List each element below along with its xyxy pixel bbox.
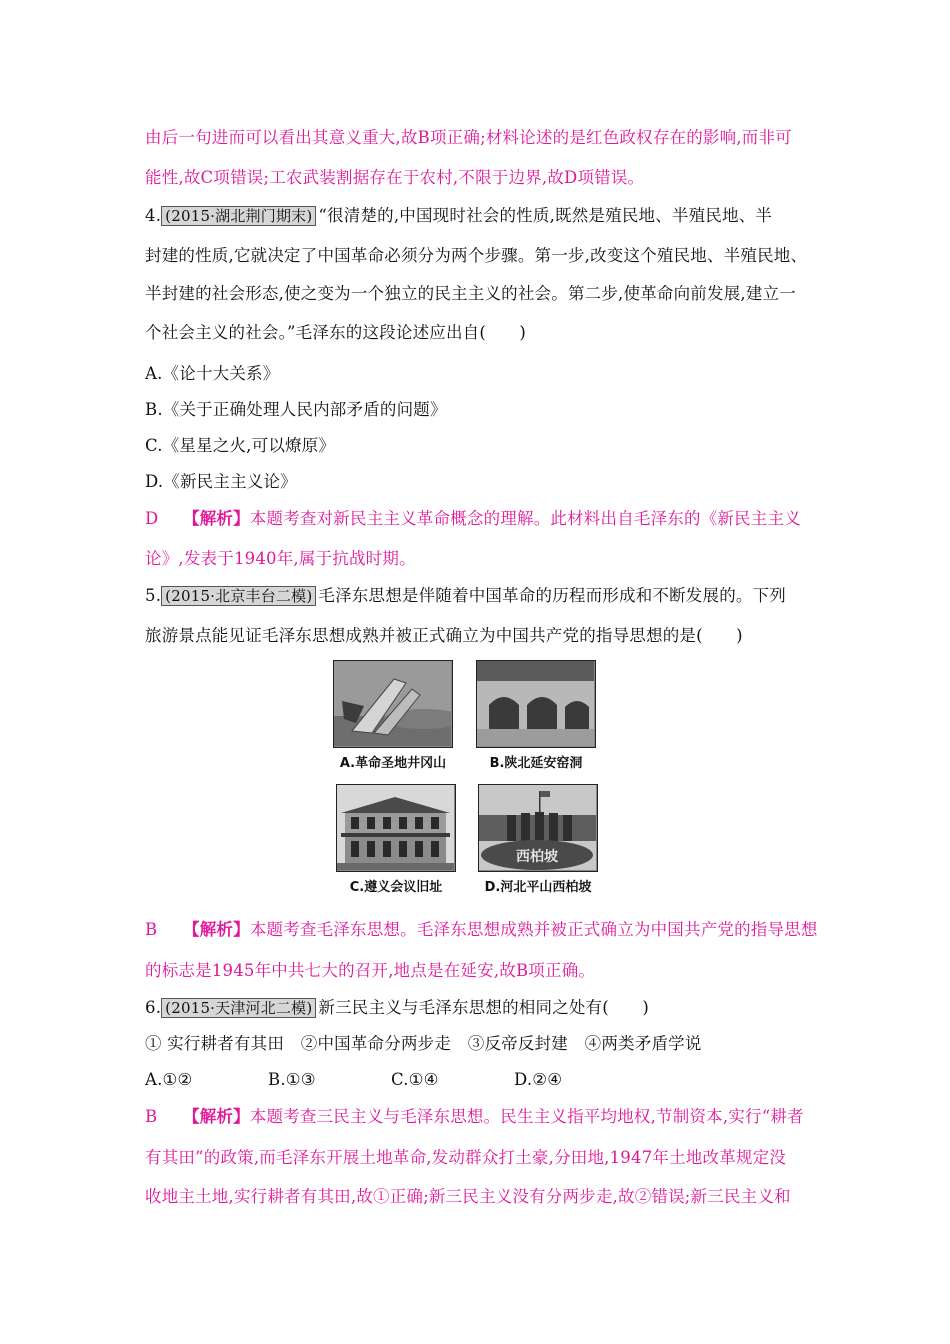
q6-options (145, 1069, 815, 1091)
monument-photo (333, 660, 453, 748)
q6-analysis-line-3: 收地主土地,实行耕者有其田,故①正确;新三民主义没有分两步走,故②错误;新三民主义和 (145, 1187, 791, 1206)
q4-analysis-line-1 (145, 508, 815, 530)
figure-d-caption: D.河北平山西柏坡 (484, 880, 592, 895)
prev-analysis-line-2: 能性,故C项错误;工农武装割据存在于农村,不限于边界,故D项错误。 (145, 168, 645, 187)
q5-stem-line-1 (145, 585, 815, 607)
q5-source-tag: (2015·北京丰台二模) (161, 586, 316, 606)
q6-option-c: C.①④ (391, 1070, 439, 1089)
q4-option-d: D.《新民主主义论》 (145, 472, 297, 491)
q6-items: ① 实行耕者有其田 ②中国革命分两步走 ③反帝反封建 ④两类矛盾学说 (145, 1034, 702, 1053)
building-photo (336, 784, 456, 872)
q4-analysis-line-2: 论》,发表于1940年,属于抗战时期。 (145, 549, 416, 568)
q5-analysis-text-1: 本题考查毛泽东思想。毛泽东思想成熟并被正式确立为中国共产党的指导思想 (249, 920, 818, 939)
q4-stem-line-3: 半封建的社会形态,使之变为一个独立的民主主义的社会。第二步,使革命向前发展,建立一 (145, 284, 796, 303)
q5-number: 5. (145, 586, 162, 605)
q4-analysis-label: 【解析】 (183, 509, 250, 528)
statues-photo (478, 784, 598, 872)
q6-number: 6. (145, 998, 162, 1017)
q4-stem-text-1: “很清楚的,中国现时社会的性质,既然是殖民地、半殖民地、半 (318, 206, 773, 225)
q4-number: 4. (145, 206, 162, 225)
q5-answer: B (145, 920, 158, 939)
q5-stem-text-1: 毛泽东思想是伴随着中国革命的历程而形成和不断发展的。下列 (318, 586, 787, 605)
photo-sign-text: 西柏坡 (516, 849, 558, 865)
q6-stem-line-1 (145, 997, 815, 1019)
q6-option-a: A.①② (145, 1070, 193, 1089)
q4-analysis-text-1: 本题考查对新民主主义革命概念的理解。此材料出自毛泽东的《新民主主义 (249, 509, 801, 528)
q6-stem-text-1: 新三民主义与毛泽东思想的相同之处有( ) (318, 998, 649, 1017)
q6-answer: B (145, 1107, 158, 1126)
q4-option-b: B.《关于正确处理人民内部矛盾的问题》 (145, 400, 447, 419)
figure-c (336, 784, 456, 895)
q6-analysis-line-2: 有其田”的政策,而毛泽东开展土地革命,发动群众打土豪,分田地,1947年土地改革规定没 (145, 1148, 787, 1167)
q6-analysis-label: 【解析】 (183, 1107, 250, 1126)
prev-analysis-line-1: 由后一句进而可以看出其意义重大,故B项正确;材料论述的是红色政权存在的影响,而非可 (145, 128, 792, 147)
cave-dwelling-photo (476, 660, 596, 748)
q6-analysis-text-1: 本题考查三民主义与毛泽东思想。民生主义指平均地权,节制资本,实行“耕者 (249, 1107, 804, 1126)
q4-stem-line-2: 封建的性质,它就决定了中国革命必须分为两个步骤。第一步,改变这个殖民地、半殖民地、 (145, 246, 808, 265)
figure-b-caption: B.陕北延安窑洞 (489, 756, 583, 771)
q5-analysis-line-1 (145, 919, 818, 941)
q6-option-b: B.①③ (268, 1070, 316, 1089)
q5-analysis-label: 【解析】 (183, 920, 250, 939)
q5-analysis-line-2: 的标志是1945年中共七大的召开,地点是在延安,故B项正确。 (145, 961, 596, 980)
q6-analysis-line-1 (145, 1106, 815, 1128)
figure-b (476, 660, 596, 771)
q6-source-tag: (2015·天津河北二模) (161, 998, 316, 1018)
q5-stem-line-2: 旅游景点能见证毛泽东思想成熟并被正式确立为中国共产党的指导思想的是( ) (145, 626, 743, 645)
figure-c-caption: C.遵义会议旧址 (349, 880, 443, 895)
q4-source-tag: (2015·湖北荆门期末) (161, 206, 316, 226)
q4-stem-line-4: 个社会主义的社会。”毛泽东的这段论述应出自( ) (145, 323, 527, 342)
figure-d (478, 784, 598, 895)
q4-option-a: A.《论十大关系》 (145, 364, 280, 383)
q4-answer: D (145, 509, 159, 528)
figure-a-caption: A.革命圣地井冈山 (339, 756, 447, 771)
figure-a (333, 660, 453, 771)
q4-option-c: C.《星星之火,可以燎原》 (145, 436, 336, 455)
q6-option-d: D.②④ (514, 1070, 563, 1089)
q4-stem-line-1 (145, 205, 815, 227)
